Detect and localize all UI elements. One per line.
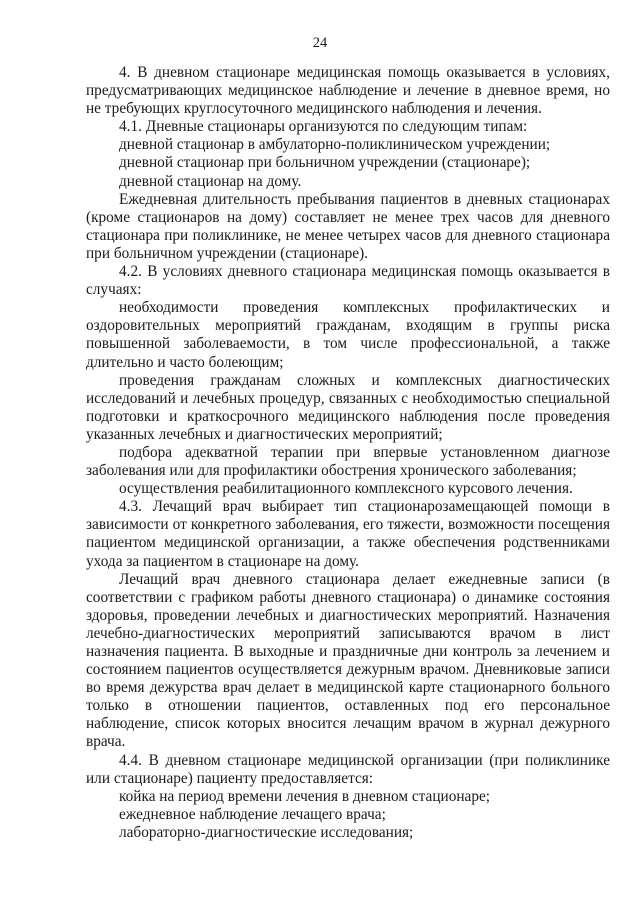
list-item-hospital: дневной стационар при больничном учреждении (стационаре);: [119, 154, 531, 172]
paragraph-4-2-heading: 4.2. В условиях дневного стационара медицинская помощь оказывается в случаях:: [86, 263, 610, 299]
case-item-prevention: необходимости проведения комплексных профилактических и оздоровительных мероприятий гражданам, входящим в группы риска повышенной заболеваемости, в том числе профессиональной, а также длительно и часто болеющим;: [86, 299, 610, 371]
paragraph-4-1-heading: 4.1. Дневные стационары организуются по следующим типам:: [119, 118, 528, 136]
paragraph-daily-records: Лечащий врач дневного стационара делает ежедневные записи (в соответствии с графиком работы дневного стационара) о динамике состояния здоровья, проведении лечебных и диагностических мероприятий. Назначения лечебно-диагностических мероприятий записываются врачом в лист назначения пациента. В выходные и праздничные дни контроль за лечением и состоянием пациентов осуществляется дежурным врачом. Дневниковые записи во время дежурства врач делает в медицинской карте стационарного больного только в отношении пациентов, оставленных под его персональное наблюдение, список которых вносится лечащим врачом в журнал дежурного врача.: [86, 570, 610, 751]
provision-item-lab: лабораторно-диагностические исследования;: [119, 823, 414, 841]
case-item-rehabilitation: осуществления реабилитационного комплексного курсового лечения.: [119, 480, 573, 498]
list-item-home: дневной стационар на дому.: [119, 172, 302, 190]
page-number: 24: [312, 35, 328, 51]
provision-item-bed: койка на период времени лечения в дневном стационаре;: [119, 787, 491, 805]
paragraph-4-4-heading: 4.4. В дневном стационаре медицинской организации (при поликлинике или стационаре) пациенту предоставляется:: [86, 751, 610, 787]
provision-item-observation: ежедневное наблюдение лечащего врача;: [119, 805, 386, 823]
list-item-outpatient: дневной стационар в амбулаторно-поликлиническом учреждении;: [119, 136, 551, 154]
case-item-diagnostics: проведения гражданам сложных и комплексных диагностических исследований и лечебных процедур, связанных с необходимостью специальной подготовки и краткосрочного медицинского наблюдения после проведения указанных лечебных и диагностических мероприятий;: [86, 371, 610, 443]
paragraph-duration: Ежедневная длительность пребывания пациентов в дневных стационарах (кроме стационаров на дому) составляет не менее трех часов для дневного стационара при поликлинике, не менее четырех часов для дневного стационара при больничном учреждении (стационаре).: [86, 190, 610, 262]
case-item-therapy: подбора адекватной терапии при впервые установленном диагнозе заболевания или для профилактики обострения хронического заболевания;: [86, 443, 610, 480]
paragraph-4-3: 4.3. Лечащий врач выбирает тип стационарозамещающей помощи в зависимости от конкретного заболевания, его тяжести, возможности посещения пациентом медицинской организации, а также обеспечения родственниками ухода за пациентом в стационаре на дому.: [86, 498, 610, 570]
paragraph-4-intro: 4. В дневном стационаре медицинская помощь оказывается в условиях, предусматривающих медицинское наблюдение и лечение в дневное время, но не требующих круглосуточного медицинского наблюдения и лечения.: [86, 64, 610, 118]
document-body: [86, 64, 610, 842]
